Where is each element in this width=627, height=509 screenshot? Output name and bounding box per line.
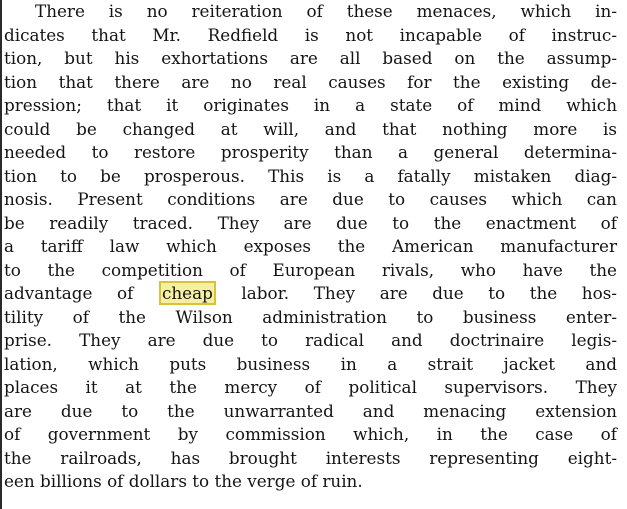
text-segment: labor. They are due to the hos- (241, 283, 617, 303)
text-line: could be changed at will, and that nothing more is (4, 118, 617, 139)
search-highlight[interactable]: cheap (159, 281, 216, 305)
text-line: dicates that Mr. Redfield is not incapable of instruc- (4, 24, 617, 45)
text-line: nosis. Present conditions are due to causes which can (4, 189, 617, 209)
article-text (4, 0, 617, 494)
text-line: be readily traced. They are due to the enactment of (4, 212, 617, 233)
text-line: There is no reiteration of these menaces, which in- (35, 1, 617, 21)
text-line-highlight (4, 282, 617, 306)
text-segment: advantage of (4, 283, 134, 303)
text-line: tion that there are no real causes for the existing de- (4, 71, 617, 92)
text-line: to the competition of European rivals, who have the (4, 259, 617, 280)
text-line: tion to be prosperous. This is a fatally mistaken diag- (4, 165, 617, 186)
text-line: een billions of dollars to the verge of ruin. (4, 471, 363, 491)
text-line: tility of the Wilson administration to business enter- (4, 306, 617, 327)
text-line: the railroads, has brought interests representing eight- (4, 447, 617, 468)
text-line: places it at the mercy of political supervisors. They (4, 377, 617, 397)
text-line: of government by commission which, in the case of (4, 424, 617, 444)
text-line: needed to restore prosperity than a general determina- (4, 142, 617, 162)
text-line: prise. They are due to radical and doctrinaire legis- (4, 330, 617, 350)
text-line: tion, but his exhortations are all based on the assump- (4, 48, 617, 68)
text-line: a tariff law which exposes the American manufacturer (4, 236, 617, 256)
text-line: lation, which puts business in a strait jacket and (4, 353, 617, 374)
text-line: are due to the unwarranted and menacing extension (4, 400, 617, 421)
column-rule (0, 0, 2, 509)
text-line: pression; that it originates in a state of mind which (4, 95, 617, 115)
